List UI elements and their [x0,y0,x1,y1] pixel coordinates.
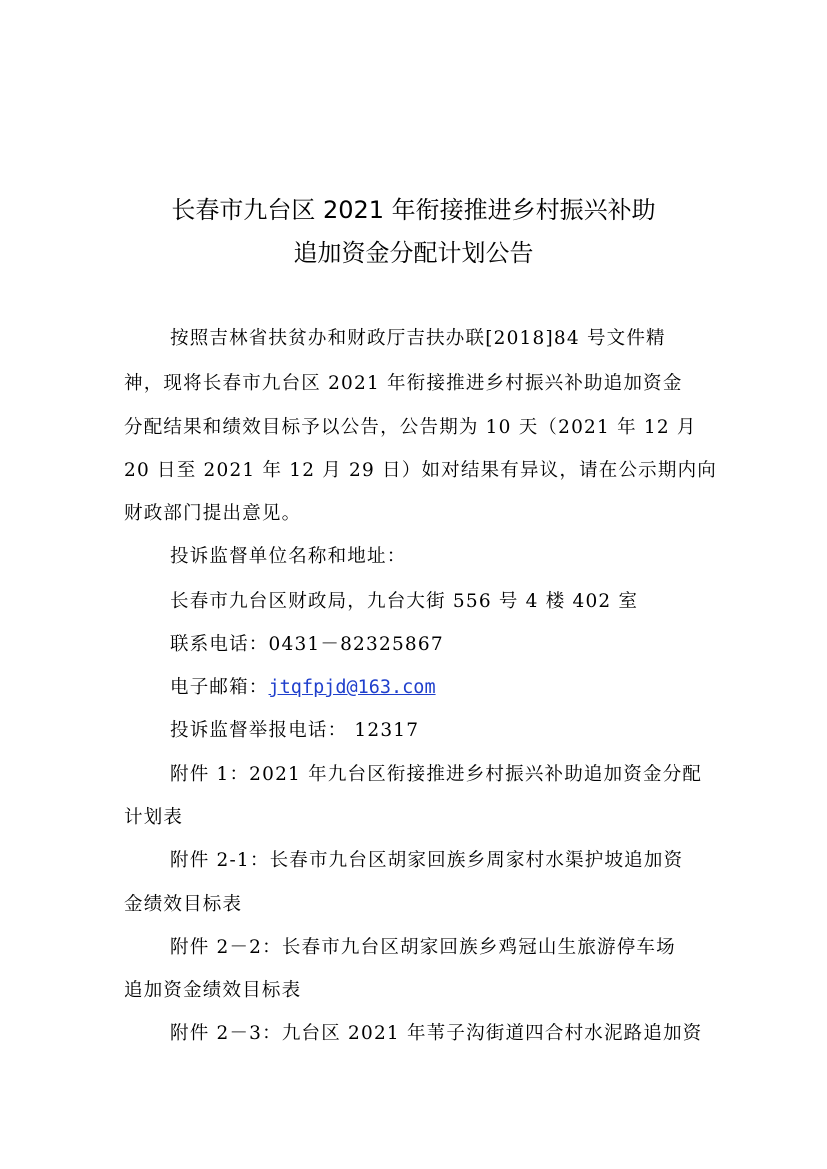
document-title-line-2: 追加资金分配计划公告 [293,239,534,267]
body-paragraph-line-3: 分配结果和绩效目标予以公告，公告期为 10 天（2021 年 12 月 [124,417,697,438]
attachment-1-line-1: 附件 1：2021 年九台区衔接推进乡村振兴补助追加资金分配 [170,764,703,785]
document-title-line-1: 长春市九台区 2021 年衔接推进乡村振兴补助 [171,196,656,224]
email-label: 电子邮箱： [170,677,269,698]
attachment-2-2-line-1: 附件 2－2：长春市九台区胡家回族乡鸡冠山生旅游停车场 [170,937,676,958]
body-paragraph-line-4: 20 日至 2021 年 12 月 29 日）如对结果有异议，请在公示期内向 [124,460,717,481]
attachment-2-3-line-1: 附件 2－3：九台区 2021 年苇子沟街道四合村水泥路追加资 [170,1023,703,1044]
email-row [170,675,436,701]
attachment-2-1-line-1: 附件 2-1：长春市九台区胡家回族乡周家村水渠护坡追加资 [170,850,684,871]
body-paragraph-line-1: 按照吉林省扶贫办和财政厅吉扶办联[2018]84 号文件精 [170,328,666,349]
attachment-2-2-line-2: 追加资金绩效目标表 [124,980,302,1001]
body-paragraph-line-5: 财政部门提出意见。 [124,503,302,524]
contact-phone: 联系电话：0431－82325867 [170,634,444,655]
body-paragraph-line-2: 神，现将长春市九台区 2021 年衔接推进乡村振兴补助追加资金 [124,373,683,394]
supervision-label: 投诉监督单位名称和地址： [170,546,407,567]
complaint-hotline: 投诉监督举报电话： 12317 [170,720,420,741]
attachment-1-line-2: 计划表 [124,807,184,828]
email-link[interactable]: jtqfpjd@163.com [268,677,436,698]
attachment-2-1-line-2: 金绩效目标表 [124,894,243,915]
supervision-address: 长春市九台区财政局，九台大街 556 号 4 楼 402 室 [170,591,639,612]
